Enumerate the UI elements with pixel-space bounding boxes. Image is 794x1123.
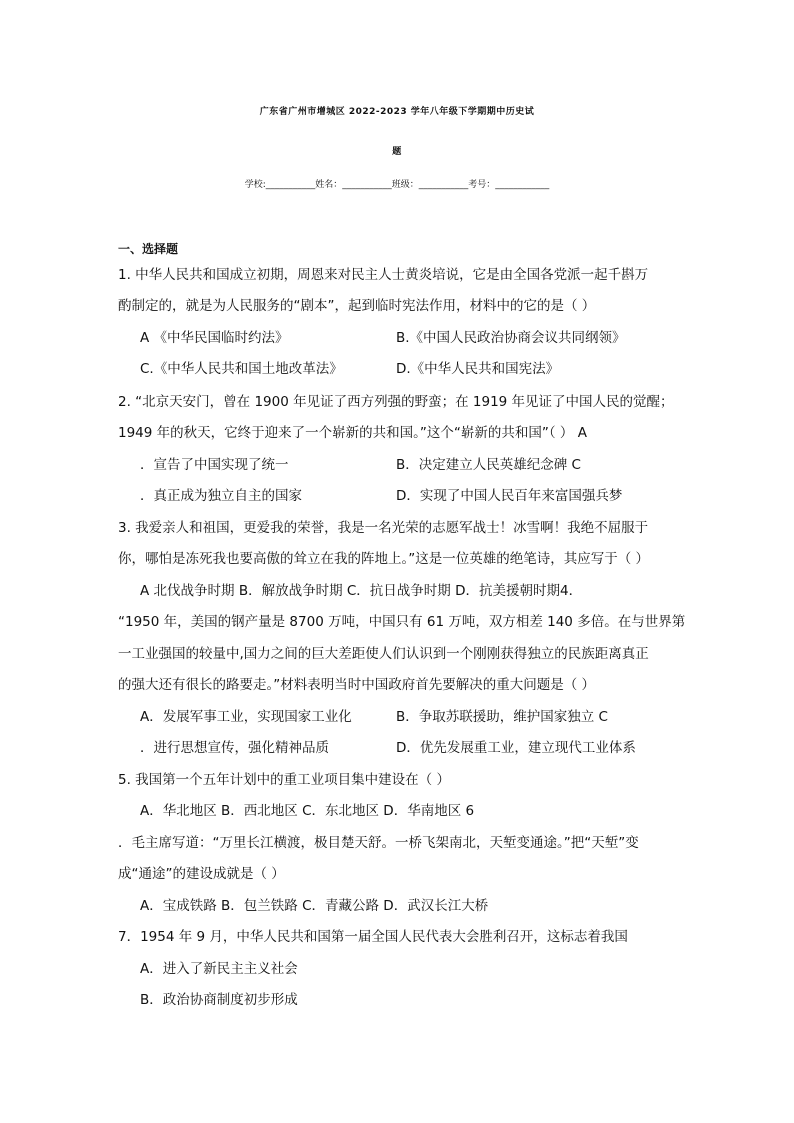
question-3-line1: 3. 我爱亲人和祖国，更爱我的荣誉，我是一名光荣的志愿军战士！冰雪啊！我绝不屈服于	[118, 520, 649, 536]
exam-title-line1: 广东省广州市增城区 2022-2023 学年八年级下学期期中历史试	[259, 107, 535, 117]
question-7-option-a: A．进入了新民主主义社会	[140, 961, 298, 977]
question-2-option-a: ．宣告了中国实现了统一	[140, 457, 289, 473]
exam-title-line2: 题	[392, 147, 402, 157]
question-2-line1: 2. “北京天安门，曾在 1900 年见证了西方列强的野蛮；在 1919 年见证了中国人民的觉醒；	[118, 394, 674, 410]
question-3-options: A 北伐战争时期 B．解放战争时期 C．抗日战争时期 D．抗美援朝时期4．	[140, 583, 583, 599]
question-4-line2: 一工业强国的较量中,国力之间的巨大差距使人们认识到一个刚刚获得独立的民族距离真正	[118, 646, 649, 662]
question-4-option-c: ．进行思想宣传，强化精神品质	[140, 740, 329, 756]
question-7-option-b: B．政治协商制度初步形成	[140, 992, 298, 1008]
question-5-options: A．华北地区 B．西北地区 C．东北地区 D．华南地区 6	[140, 803, 475, 819]
question-5-line1: 5. 我国第一个五年计划中的重工业项目集中建设在（ ）	[118, 772, 450, 788]
question-1-line1: 1. 中华人民共和国成立初期，周恩来对民主人士黄炎培说，它是由全国各党派一起千斟万	[118, 267, 649, 283]
question-1-option-b: B.《中国人民政治协商会议共同纲领》	[396, 330, 626, 346]
question-6-line2: 成“通途”的建设成就是（ ）	[118, 866, 285, 882]
question-2-option-b: B．决定建立人民英雄纪念碑 C	[396, 457, 581, 473]
question-2-option-d: D．实现了中国人民百年来富国强兵梦	[396, 488, 623, 504]
question-1-line2: 酌制定的，就是为人民服务的“剧本”，起到临时宪法作用，材料中的它的是（ ）	[118, 298, 596, 314]
question-4-line3: 的强大还有很长的路要走。”材料表明当时中国政府首先要解决的重大问题是（ ）	[118, 677, 596, 693]
question-4-option-d: D．优先发展重工业，建立现代工业体系	[396, 740, 636, 756]
question-1-option-a: A 《中华民国临时约法》	[140, 330, 289, 346]
question-3-line2: 你，哪怕是冻死我也要高傲的耸立在我的阵地上。”这是一位英雄的绝笔诗，其应写于（ ）	[118, 551, 650, 567]
question-2-option-c: ．真正成为独立自主的国家	[140, 488, 302, 504]
question-4-line1: “1950 年，美国的钢产量是 8700 万吨，中国只有 61 万吨，双方相差 140 多倍。在与世界第	[118, 614, 686, 630]
question-1-option-c: C.《中华人民共和国土地改革法》	[140, 361, 343, 377]
question-6-options: A．宝成铁路 B．包兰铁路 C．青藏公路 D．武汉长江大桥	[140, 898, 489, 914]
question-2-line2: 1949 年的秋天，它终于迎来了一个崭新的共和国。”这个“崭新的共和国”（ ） A	[118, 425, 587, 441]
section-heading: 一、选择题	[118, 242, 179, 256]
question-4-option-b: B．争取苏联援助，维护国家独立 C	[396, 709, 608, 725]
student-info-line: 学校:___________姓名：___________班级：___________考号：____________	[244, 180, 550, 190]
question-4-option-a: A．发展军事工业，实现国家工业化	[140, 709, 352, 725]
question-6-line1: ．毛主席写道：“万里长江横渡，极目楚天舒。一桥飞架南北，天堑变通途。”把“天堑”变	[118, 835, 639, 851]
question-7-line1: 7．1954 年 9 月，中华人民共和国第一届全国人民代表大会胜利召开，这标志着我国	[118, 929, 628, 945]
question-1-option-d: D.《中华人民共和国宪法》	[396, 361, 560, 377]
